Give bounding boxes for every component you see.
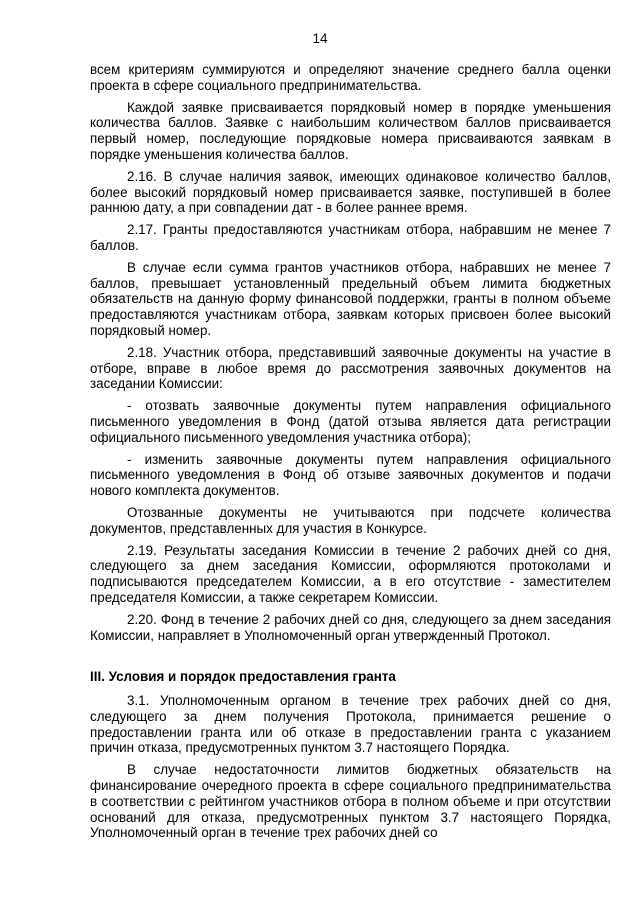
- list-item: - изменить заявочные документы путем направления официального письменного уведомления в Фонд об отзыве заявочных документов и подачи нового комплекта документов.: [90, 451, 611, 499]
- clause-2-18: 2.18. Участник отбора, представивший заявочные документы на участие в отборе, вправе в любое время до рассмотрения заявочных документов на заседании Комиссии:: [90, 344, 611, 392]
- document-body: [90, 62, 611, 847]
- page-number: 14: [312, 31, 328, 46]
- paragraph: Отозванные документы не учитываются при подсчете количества документов, представленных для участия в Конкурсе.: [90, 504, 611, 536]
- paragraph: В случае если сумма грантов участников отбора, набравших не менее 7 баллов, превышает установленный предельный объем лимита бюджетных обязательств на данную форму финансовой поддержки, гранты в полном объеме предоставляются участникам отбора, заявкам которых присвоен более высокий порядковый номер.: [90, 259, 611, 338]
- clause-2-19: 2.19. Результаты заседания Комиссии в течение 2 рабочих дней со дня, следующего за днем заседания Комиссии, оформляются протоколами и подписываются председателем Комиссии, а в его отсутствие - заместителем председателя Комиссии, а также секретарем Комиссии.: [90, 542, 611, 605]
- clause-2-17: 2.17. Гранты предоставляются участникам отбора, набравшим не менее 7 баллов.: [90, 222, 611, 253]
- list-item: - отозвать заявочные документы путем направления официального письменного уведомления в Фонд (датой отзыва является дата регистрации официального письменного уведомления участника отбора);: [90, 398, 611, 445]
- paragraph: всем критериям суммируются и определяют значение среднего балла оценки проекта в сфере социального предпринимательства.: [90, 62, 611, 93]
- clause-2-20: 2.20. Фонд в течение 2 рабочих дней со дня, следующего за днем заседания Комиссии, направляет в Уполномоченный орган утвержденный Протокол.: [90, 611, 611, 643]
- paragraph: Каждой заявке присваивается порядковый номер в порядке уменьшения количества баллов. Заявке с наибольшим количеством баллов присваивается первый номер, последующие порядковые номера присваиваются заявкам в порядке уменьшения количества баллов.: [90, 99, 611, 162]
- paragraph: В случае недостаточности лимитов бюджетных обязательств на финансирование очередного проекта в сфере социального предпринимательства в соответствии с рейтингом участников отбора в полном объеме и при отсутствии оснований для отказа, предусмотренных пунктом 3.7 настоящего Порядка, Уполномоченный орган в течение трех рабочих дней со: [90, 762, 611, 841]
- clause-2-16: 2.16. В случае наличия заявок, имеющих одинаковое количество баллов, более высокий порядковый номер присваивается заявке, поступившей в более раннюю дату, а при совпадении дат - в более раннее время.: [90, 168, 611, 216]
- clause-3-1: 3.1. Уполномоченным органом в течение трех рабочих дней со дня, следующего за днем получения Протокола, принимается решение о предоставлении гранта или об отказе в предоставлении гранта с указанием причин отказа, предусмотренных пунктом 3.7 настоящего Порядка.: [90, 693, 611, 756]
- section-heading: III. Условия и порядок предоставления гранта: [90, 669, 396, 685]
